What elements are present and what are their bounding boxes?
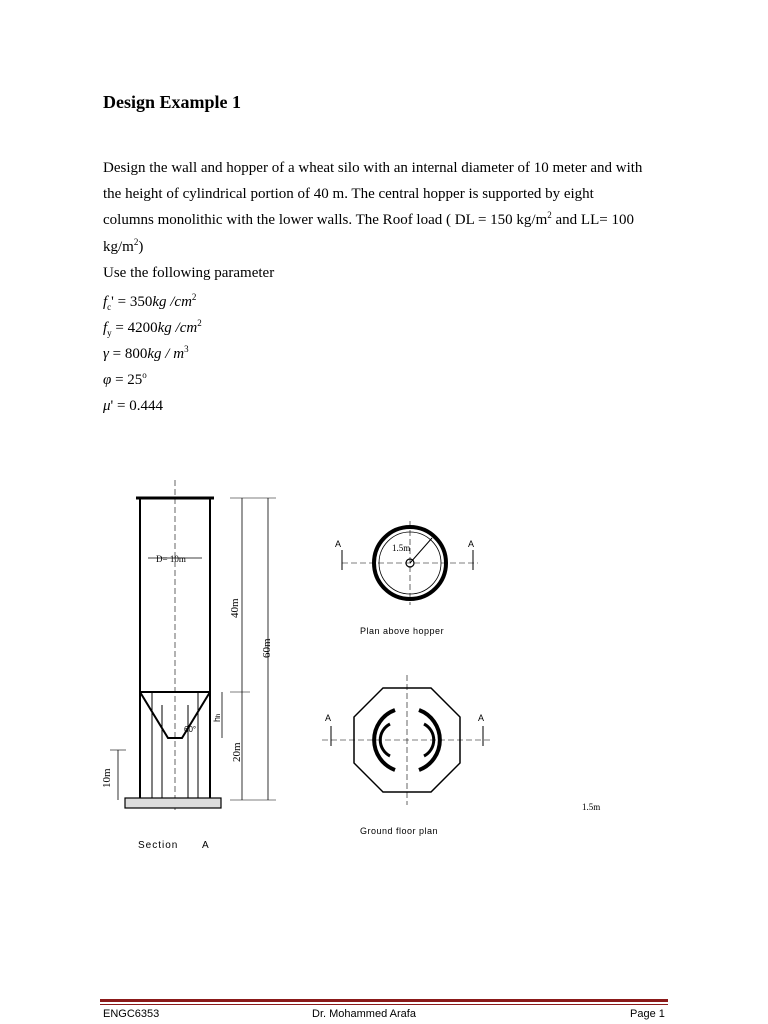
section-letter: A — [202, 840, 209, 851]
plan-radius-label: 1.5m — [392, 543, 411, 553]
body-line-4a: kg/m — [103, 239, 134, 255]
plan-above-hopper — [342, 521, 478, 605]
plan-caption: Plan above hopper — [360, 626, 445, 636]
diameter-label: D= 10m — [156, 554, 186, 564]
sup-2a: 2 — [547, 210, 552, 220]
param-mu: μ' = 0.444 — [103, 398, 163, 414]
cut-A-right: A — [468, 539, 475, 549]
body-line-4 — [103, 239, 143, 256]
footer-rule-thin — [100, 1004, 668, 1005]
cut-A-left: A — [335, 539, 342, 549]
body-line-4b: ) — [138, 239, 144, 255]
page-title: Design Example 1 — [103, 92, 242, 112]
section-drawing — [110, 480, 276, 810]
footer-course: ENGC6353 — [103, 1008, 160, 1020]
label-40m: 40m — [229, 598, 241, 618]
stray-label: 1.5m — [582, 802, 601, 812]
silo-figure — [90, 470, 650, 870]
label-hh: hh — [212, 713, 222, 722]
body-line-3b: and LL= 100 — [551, 212, 634, 228]
label-angle: 60° — [184, 725, 197, 734]
use-params-line: Use the following parameter — [103, 265, 275, 281]
footer-page: Page 1 — [630, 1008, 665, 1020]
footer-author: Dr. Mohammed Arafa — [312, 1008, 416, 1020]
ground-caption: Ground floor plan — [360, 826, 439, 836]
sup-2b: 2 — [133, 237, 139, 247]
ground-floor-plan — [322, 675, 492, 805]
cut-A-left-2: A — [325, 713, 332, 723]
cut-A-right-2: A — [478, 713, 485, 723]
param-phi: $\varphi = 25^o$ — [103, 370, 147, 388]
param-fc: $f_c' = 350kg$ $/cm^2$ — [103, 292, 197, 312]
body-line-2: the height of cylindrical portion of 40 m. The central hopper is supported by eight — [103, 186, 594, 202]
section-caption: Section — [138, 840, 179, 851]
footer-rule-thick — [100, 999, 668, 1002]
label-10m: 10m — [101, 768, 113, 788]
body-line-1: Design the wall and hopper of a wheat silo with an internal diameter of 10 meter and with — [103, 160, 643, 176]
param-fy: $f_y = 4200kg$ $/cm^2$ — [103, 318, 202, 338]
param-gamma: $\gamma = 800kg / m^3$ — [103, 344, 189, 362]
body-line-3a: columns monolithic with the lower walls. The Roof load ( DL = 150 kg/m — [103, 212, 548, 228]
label-20m: 20m — [231, 742, 243, 762]
foundation — [125, 798, 221, 808]
body-line-3 — [103, 212, 634, 229]
label-60m: 60m — [261, 638, 273, 658]
